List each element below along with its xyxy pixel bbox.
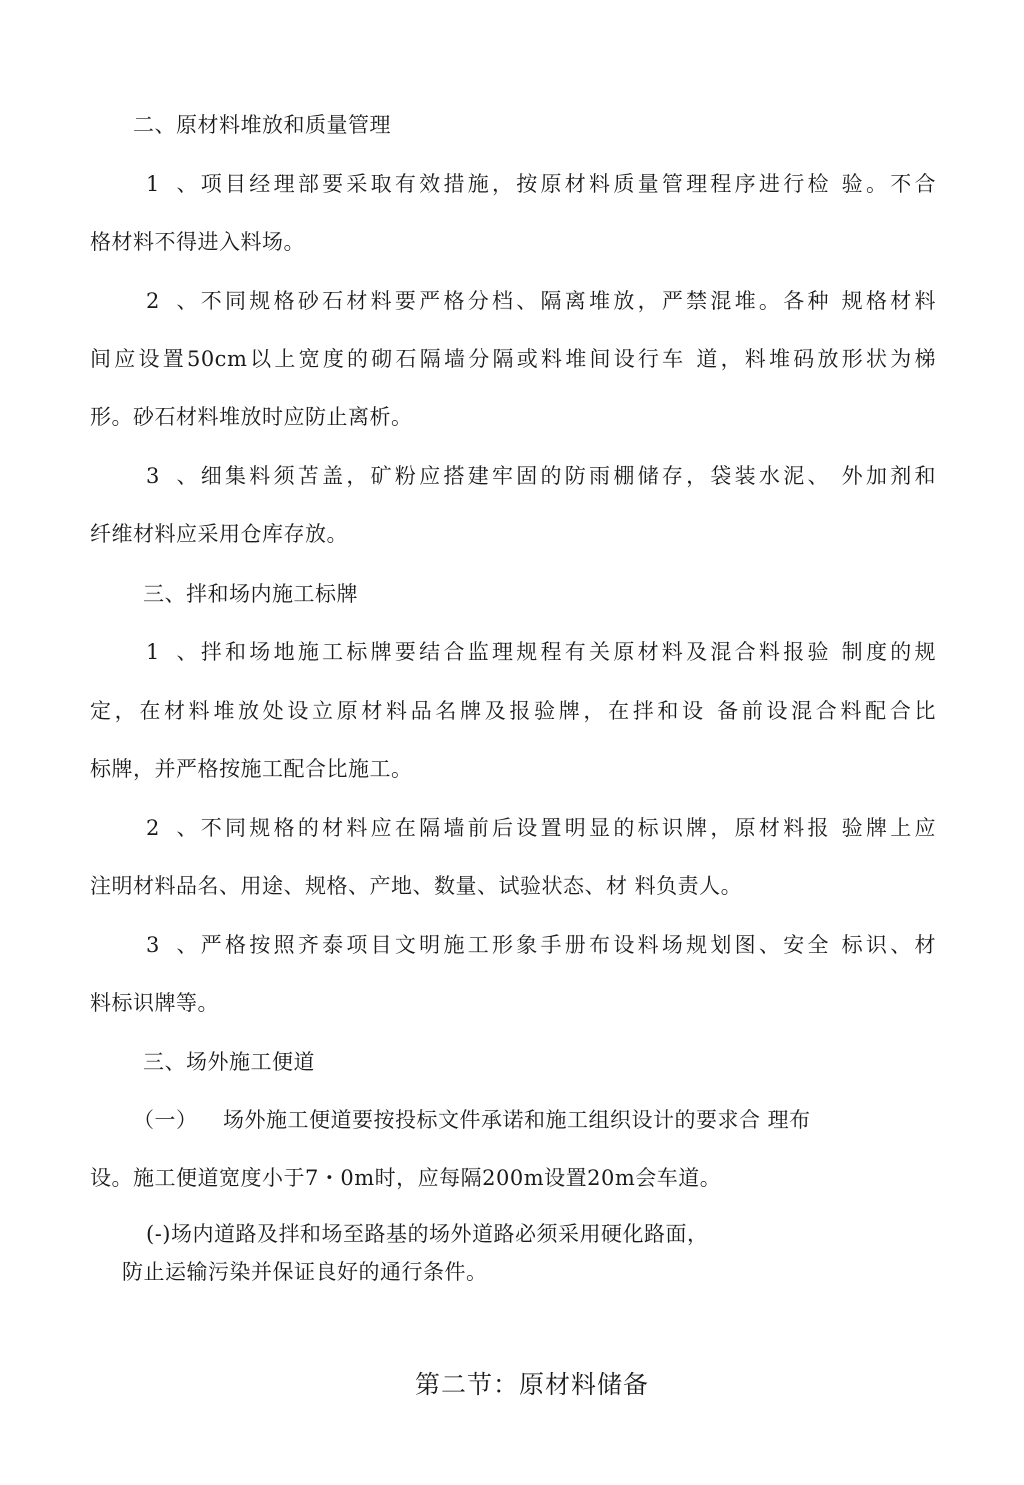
section-heading-access-roads: 三、场外施工便道 bbox=[143, 1050, 315, 1074]
paragraph-text: 拌和场地施工标牌要结合监理规程有关原材料及混合料报验 制度的规 bbox=[198, 640, 936, 664]
section-title-raw-material-reserve: 第二节：原材料储备 bbox=[414, 1370, 649, 1399]
paragraph-line: 料标识牌等。 bbox=[90, 991, 219, 1015]
paragraph-line: 定，在材料堆放处设立原材料品名牌及报验牌，在拌和设 备前设混合料配合比 bbox=[90, 699, 936, 723]
paragraph-line bbox=[146, 818, 936, 839]
paragraph-line: 格材料不得进入料场。 bbox=[90, 230, 305, 254]
paragraph-line: 设。施工便道宽度小于7・0m时，应每隔200m设置20m会车道。 bbox=[90, 1166, 722, 1190]
paragraph-line: 标牌，并严格按施工配合比施工。 bbox=[90, 757, 413, 781]
paragraph-line: 间应设置50cm以上宽度的砌石隔墙分隔或料堆间设行车 道，料堆码放形状为梯 bbox=[90, 347, 936, 371]
paragraph-line: 注明材料品名、用途、规格、产地、数量、试验状态、材 料负责人。 bbox=[90, 874, 743, 898]
paragraph-line: 形。砂石材料堆放时应防止离析。 bbox=[90, 405, 413, 429]
paragraph-text: 不同规格的材料应在隔墙前后设置明显的标识牌，原材料报 验牌上应 bbox=[198, 816, 936, 840]
paragraph-text: 严格按照齐泰项目文明施工形象手册布设料场规划图、安全 标识、材 bbox=[198, 933, 936, 957]
paragraph-line: 纤维材料应采用仓库存放。 bbox=[90, 522, 348, 546]
paragraph-line bbox=[146, 642, 936, 663]
paragraph-line bbox=[146, 466, 936, 487]
paragraph-text: 项目经理部要采取有效措施，按原材料质量管理程序进行检 验。不合 bbox=[198, 172, 936, 196]
item-number: 3、 bbox=[146, 933, 198, 957]
paragraph-text: 场内道路及拌和场至路基的场外道路必须采用硬化路面， bbox=[170, 1222, 709, 1246]
paragraph-text: 细集料须苫盖，矿粉应搭建牢固的防雨棚储存，袋装水泥、 外加剂和 bbox=[198, 464, 936, 488]
item-number: 2、 bbox=[146, 289, 198, 313]
item-number: 1、 bbox=[146, 172, 198, 196]
item-number: 2、 bbox=[146, 816, 198, 840]
paragraph-text: 场外施工便道要按投标文件承诺和施工组织设计的要求合 理布 bbox=[223, 1108, 811, 1132]
section-heading-materials-storage: 二、原材料堆放和质量管理 bbox=[133, 113, 391, 137]
paragraph-line bbox=[146, 291, 936, 312]
item-number: 1、 bbox=[146, 640, 198, 664]
item-number: （一） bbox=[133, 1108, 198, 1132]
item-number: 3、 bbox=[146, 464, 198, 488]
paragraph-line bbox=[146, 935, 936, 956]
paragraph-line bbox=[146, 1224, 708, 1245]
paragraph-line bbox=[133, 1110, 811, 1131]
section-heading-signage: 三、拌和场内施工标牌 bbox=[143, 582, 358, 606]
paragraph-line bbox=[146, 174, 936, 195]
item-number: (-) bbox=[146, 1222, 171, 1246]
paragraph-text: 不同规格砂石材料要严格分档、隔离堆放，严禁混堆。各种 规格材料 bbox=[198, 289, 936, 313]
paragraph-line: 防止运输污染并保证良好的通行条件。 bbox=[122, 1260, 488, 1284]
